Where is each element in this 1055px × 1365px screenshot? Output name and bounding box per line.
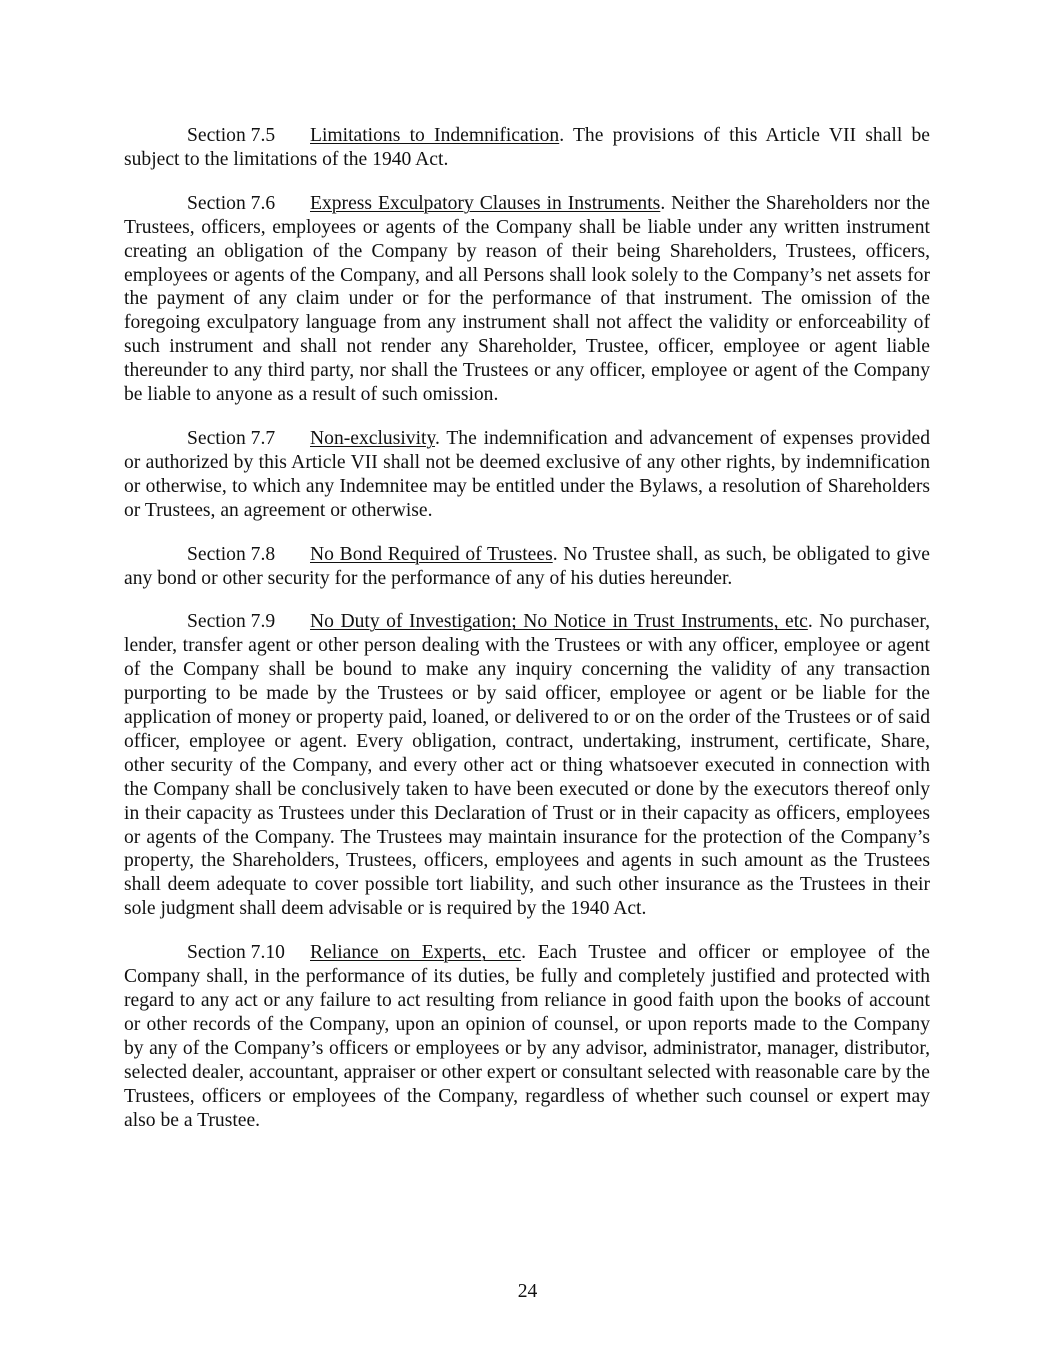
section-title: No Duty of Investigation; No Notice in Trust Instruments, etc — [310, 611, 808, 633]
section-body: . The provisions of this Article VII shall be subject to the limitations of the 1940 Act. — [124, 125, 930, 170]
section-7-9 — [124, 610, 930, 921]
section-number: Section 7.8 — [187, 543, 276, 565]
section-number: Section 7.9 — [187, 611, 276, 633]
section-body: . No Trustee shall, as such, be obligated to give any bond or other security for the performance of any of his duties hereunder. — [124, 543, 931, 589]
page-number: 24 — [517, 1281, 538, 1302]
section-title: Non-exclusivity — [310, 427, 435, 449]
section-number: Section 7.6 — [187, 192, 276, 214]
section-number: Section 7.7 — [187, 427, 276, 449]
document-body — [124, 124, 930, 1152]
section-body: . No purchaser, lender, transfer agent or other person dealing with the Trustees or with any officer, employee or agent of the Company shall be bound to make any inquiry concerning the validity of any transaction purporting to be made by the Trustees or by said officer, employee or agent or be liable for the application of money or property paid, loaned, or delivered to or on the order of the Trustees or of said officer, employee or agent. Every obligation, contract, undertaking, instrument, certificate, Share, other security of the Company, and every other act or thing whatsoever executed in connection with the Company shall be conclusively taken to have been executed or done by the executors thereof only in their capacity as Trustees under this Declaration of Trust or in their capacity as officers, employees or agents of the Company. The Trustees may maintain insurance for the protection of the Company’s property, the Shareholders, Trustees, officers, employees and agents in such amount as the Trustees shall deem adequate to cover possible tort liability, and such other insurance as the Trustees in their sole judgment shall deem advisable or is required by the 1940 Act. — [124, 611, 930, 920]
section-7-7 — [124, 427, 930, 523]
section-body: . The indemnification and advancement of expenses provided or authorized by this Article VII shall not be deemed exclusive of any other rights, by indemnification or otherwise, to which any Indemnitee may be entitled under the Bylaws, a resolution of Shareholders or Trustees, an agreement or otherwise. — [124, 427, 930, 521]
section-body: . Each Trustee and officer or employee of the Company shall, in the performance of its duties, be fully and completely justified and protected with regard to any act or any failure to act resulting from reliance in good faith upon the books of account or other records of the Company, upon an opinion of counsel, or upon reports made to the Company by any of the Company’s officers or employees or by any advisor, administrator, manager, distributor, selected dealer, accountant, appraiser or other expert or consultant selected with reasonable care by the Trustees, officers or employees of the Company, regardless of whether such counsel or expert may also be a Trustee. — [124, 942, 930, 1131]
section-title: No Bond Required of Trustees — [310, 543, 553, 565]
section-title: Reliance on Experts, etc — [310, 942, 522, 964]
section-7-5 — [124, 124, 930, 172]
section-7-8 — [124, 543, 930, 591]
section-number: Section 7.10 — [187, 942, 285, 964]
section-body: . Neither the Shareholders nor the Trustees, officers, employees or agents of the Company shall be liable under any written instrument creating an obligation of the Company by reason of their being Shareholders, Trustees, officers, employees or agents of the Company, and all Persons shall look solely to the Company’s net assets for the payment of any claim under or for the performance of that instrument. The omission of the foregoing exculpatory language from any instrument shall not affect the validity or enforceability of such instrument and shall not render any Shareholder, Trustee, officer, employee or agent liable thereunder to any third party, nor shall the Trustees or any officer, employee or agent of the Company be liable to anyone as a result of such omission. — [124, 192, 930, 406]
section-title: Limitations to Indemnification — [310, 125, 560, 146]
section-7-10 — [124, 941, 930, 1132]
section-7-6 — [124, 192, 930, 407]
section-number: Section 7.5 — [187, 125, 276, 146]
section-title: Express Exculpatory Clauses in Instruments — [310, 192, 661, 214]
